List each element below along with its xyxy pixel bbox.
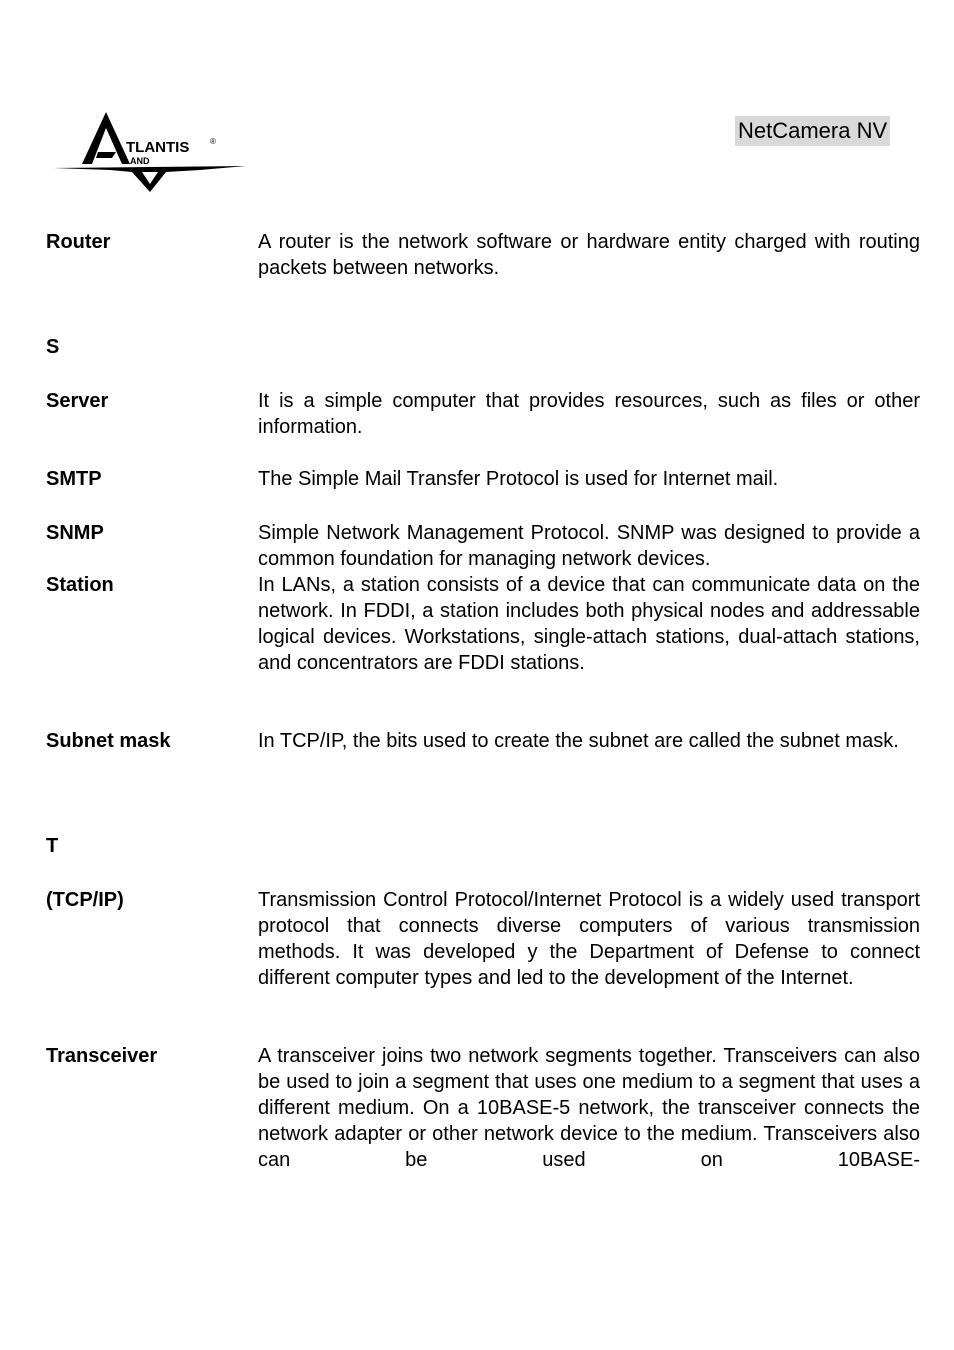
atlantis-land-logo <box>50 108 250 198</box>
term-server: Server <box>46 390 109 412</box>
term-transceiver: Transceiver <box>46 1045 158 1067</box>
definition-transceiver: A transceiver joins two network segments together. Transceivers can also be used to join a segment that uses one medium to a segment that uses a different medium. On a 10BASE-5 network, the transceiver connects the network adapter or other network device to the medium. Transceivers also can be used on 10BASE- <box>258 1045 920 1171</box>
svg-text:TLANTIS: TLANTIS <box>126 139 190 156</box>
term-snmp: SNMP <box>46 522 104 544</box>
term-subnet-mask: Subnet mask <box>46 730 171 752</box>
definition-station: In LANs, a station consists of a device that can communicate data on the network. In FDDI, a station includes both physical nodes and addressable logical devices. Workstations, single-attach stations, dual-attach stations, and concentrators are FDDI stations. <box>258 574 920 674</box>
term-smtp: SMTP <box>46 468 102 490</box>
definition-server: It is a simple computer that provides resources, such as files or other information. <box>258 390 920 438</box>
section-letter-t: T <box>46 835 59 857</box>
definition-tcp-ip: Transmission Control Protocol/Internet Protocol is a widely used transport protocol that connects diverse computers of various transmission methods. It was developed y the Department of Defense to connect different computer types and led to the development of the Internet. <box>258 889 920 989</box>
definition-smtp: The Simple Mail Transfer Protocol is used for Internet mail. <box>258 468 779 490</box>
section-letter-s: S <box>46 336 60 358</box>
term-station: Station <box>46 574 114 596</box>
definition-subnet-mask: In TCP/IP, the bits used to create the subnet are called the subnet mask. <box>258 730 899 752</box>
product-name: NetCamera NV <box>735 116 890 146</box>
definition-snmp: Simple Network Management Protocol. SNMP was designed to provide a common foundation for managing network devices. <box>258 522 920 570</box>
definition-router: A router is the network software or hardware entity charged with routing packets between networks. <box>258 231 920 279</box>
svg-text:®: ® <box>210 137 216 146</box>
svg-text:AND: AND <box>130 156 150 166</box>
term-tcp-ip: (TCP/IP) <box>46 889 124 911</box>
term-router: Router <box>46 231 111 253</box>
